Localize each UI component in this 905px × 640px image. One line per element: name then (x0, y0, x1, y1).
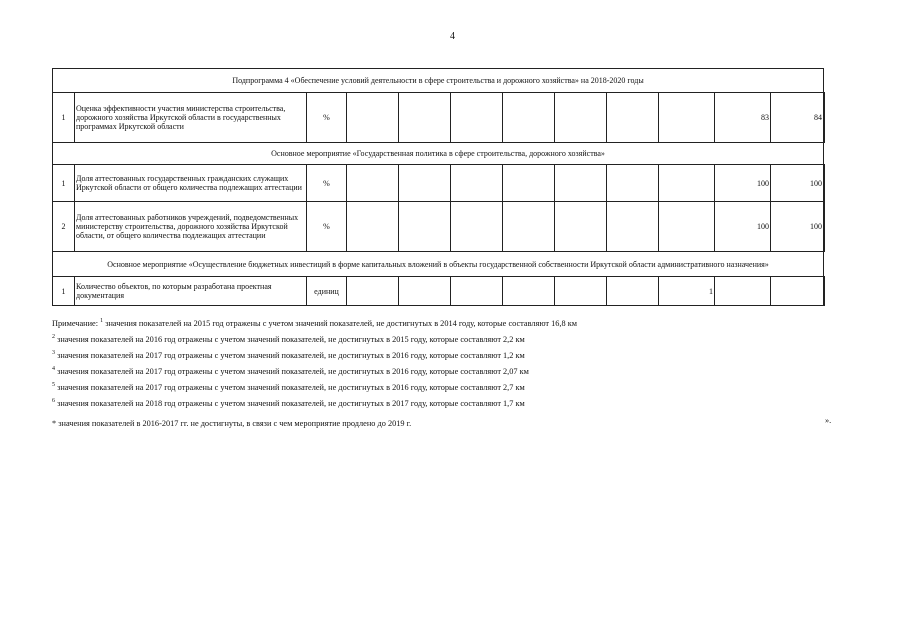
section-row (53, 143, 825, 165)
value-cell (659, 93, 715, 143)
value-cell (607, 165, 659, 202)
note-text: значения показателей на 2018 год отражены с учетом значений показателей, не достигнутых в 2017 году, которые составляют 1,7 км (57, 399, 525, 408)
value-cell (503, 93, 555, 143)
value-cell (659, 165, 715, 202)
note-text: значения показателей на 2017 год отражены с учетом значений показателей, не достигнутых в 2016 году, которые составляют 2,07 км (57, 367, 529, 376)
value-cell (824, 165, 825, 202)
section-title: Подпрограмма 4 «Обеспечение условий деятельности в сфере строительства и дорожного хозяйства» на 2018-2020 годы (53, 69, 824, 93)
note-marker: 4 (52, 366, 55, 373)
section-title: Основное мероприятие «Осуществление бюджетных инвестиций в форме капитальных вложений в объекты государственной собственности Иркутской области административного назначения» (53, 252, 824, 277)
note-text: значения показателей на 2016 год отражены с учетом значений показателей, не достигнутых в 2015 году, которые составляют 2,2 км (57, 335, 525, 344)
value-cell (555, 93, 607, 143)
row-number: 2 (53, 202, 75, 252)
unit-cell: единиц (307, 277, 347, 306)
value-cell (399, 165, 451, 202)
value-cell: 100 (771, 202, 824, 252)
value-cell (555, 202, 607, 252)
indicator-name: Количество объектов, по которым разработана проектная документация (75, 277, 307, 306)
notes-block (52, 316, 842, 432)
page-number: 4 (450, 31, 455, 42)
unit-cell: % (307, 93, 347, 143)
value-cell (399, 93, 451, 143)
indicator-name: Оценка эффективности участия министерства строительства, дорожного хозяйства Иркутской области в государственных программах Иркутской области (75, 93, 307, 143)
note-6 (52, 396, 842, 412)
value-cell (607, 202, 659, 252)
note-prefix: Примечание: (52, 319, 99, 328)
value-cell (347, 277, 399, 306)
note-marker: 2 (52, 334, 55, 341)
note-5 (52, 380, 842, 396)
value-cell (824, 93, 825, 143)
value-cell (399, 202, 451, 252)
value-cell (659, 202, 715, 252)
value-cell (399, 277, 451, 306)
row-number: 1 (53, 165, 75, 202)
note-marker: 5 (52, 382, 55, 389)
note-text: значения показателей на 2017 год отражены с учетом значений показателей, не достигнутых в 2016 году, которые составляют 2,7 км (57, 383, 525, 392)
unit-cell: % (307, 165, 347, 202)
indicators-table (52, 68, 825, 306)
value-cell (451, 202, 503, 252)
section-row (53, 252, 825, 277)
value-cell (555, 165, 607, 202)
value-cell (451, 165, 503, 202)
unit-cell: % (307, 202, 347, 252)
value-cell (607, 277, 659, 306)
note-marker: 1 (100, 318, 104, 325)
value-cell (503, 202, 555, 252)
table-row (53, 202, 825, 252)
closing-quote: ». (825, 416, 832, 425)
table-row (53, 93, 825, 143)
section-row (53, 69, 825, 93)
value-cell (715, 277, 771, 306)
row-number: 1 (53, 277, 75, 306)
value-cell (451, 277, 503, 306)
table-row (53, 277, 825, 306)
note-4 (52, 364, 842, 380)
note-text: значения показателей на 2015 год отражены с учетом значений показателей, не достигнутых в 2014 году, которые составляют 16,8 км (105, 319, 577, 328)
value-cell (347, 93, 399, 143)
value-cell (451, 93, 503, 143)
table-row (53, 165, 825, 202)
value-cell (347, 165, 399, 202)
value-cell (555, 277, 607, 306)
value-cell: 100 (715, 202, 771, 252)
note-2 (52, 332, 842, 348)
value-cell (503, 165, 555, 202)
indicator-name: Доля аттестованных работников учреждений, подведомственных министерству строительства, дорожного хозяйства Иркутской области, от общего количества подлежащих аттестации (75, 202, 307, 252)
value-cell (771, 277, 824, 306)
note-marker: 6 (52, 398, 55, 405)
indicator-name: Доля аттестованных государственных гражданских служащих Иркутской области от общего количества подлежащих аттестации (75, 165, 307, 202)
value-cell: 100 (715, 165, 771, 202)
value-cell (503, 277, 555, 306)
value-cell (347, 202, 399, 252)
note-1 (52, 316, 842, 332)
value-cell: 84 (771, 93, 824, 143)
note-marker: 3 (52, 350, 55, 357)
value-cell (607, 93, 659, 143)
value-cell: 100 (771, 165, 824, 202)
value-cell (824, 277, 825, 306)
value-cell (824, 202, 825, 252)
star-note: * значения показателей в 2016-2017 гг. не достигнуты, в связи с чем мероприятие продлено до 2019 г. (52, 419, 412, 428)
section-title: Основное мероприятие «Государственная политика в сфере строительства, дорожного хозяйства» (53, 143, 824, 165)
note-3 (52, 348, 842, 364)
note-text: значения показателей на 2017 год отражены с учетом значений показателей, не достигнутых в 2016 году, которые составляют 1,2 км (57, 351, 525, 360)
value-cell: 1 (659, 277, 715, 306)
value-cell: 83 (715, 93, 771, 143)
row-number: 1 (53, 93, 75, 143)
